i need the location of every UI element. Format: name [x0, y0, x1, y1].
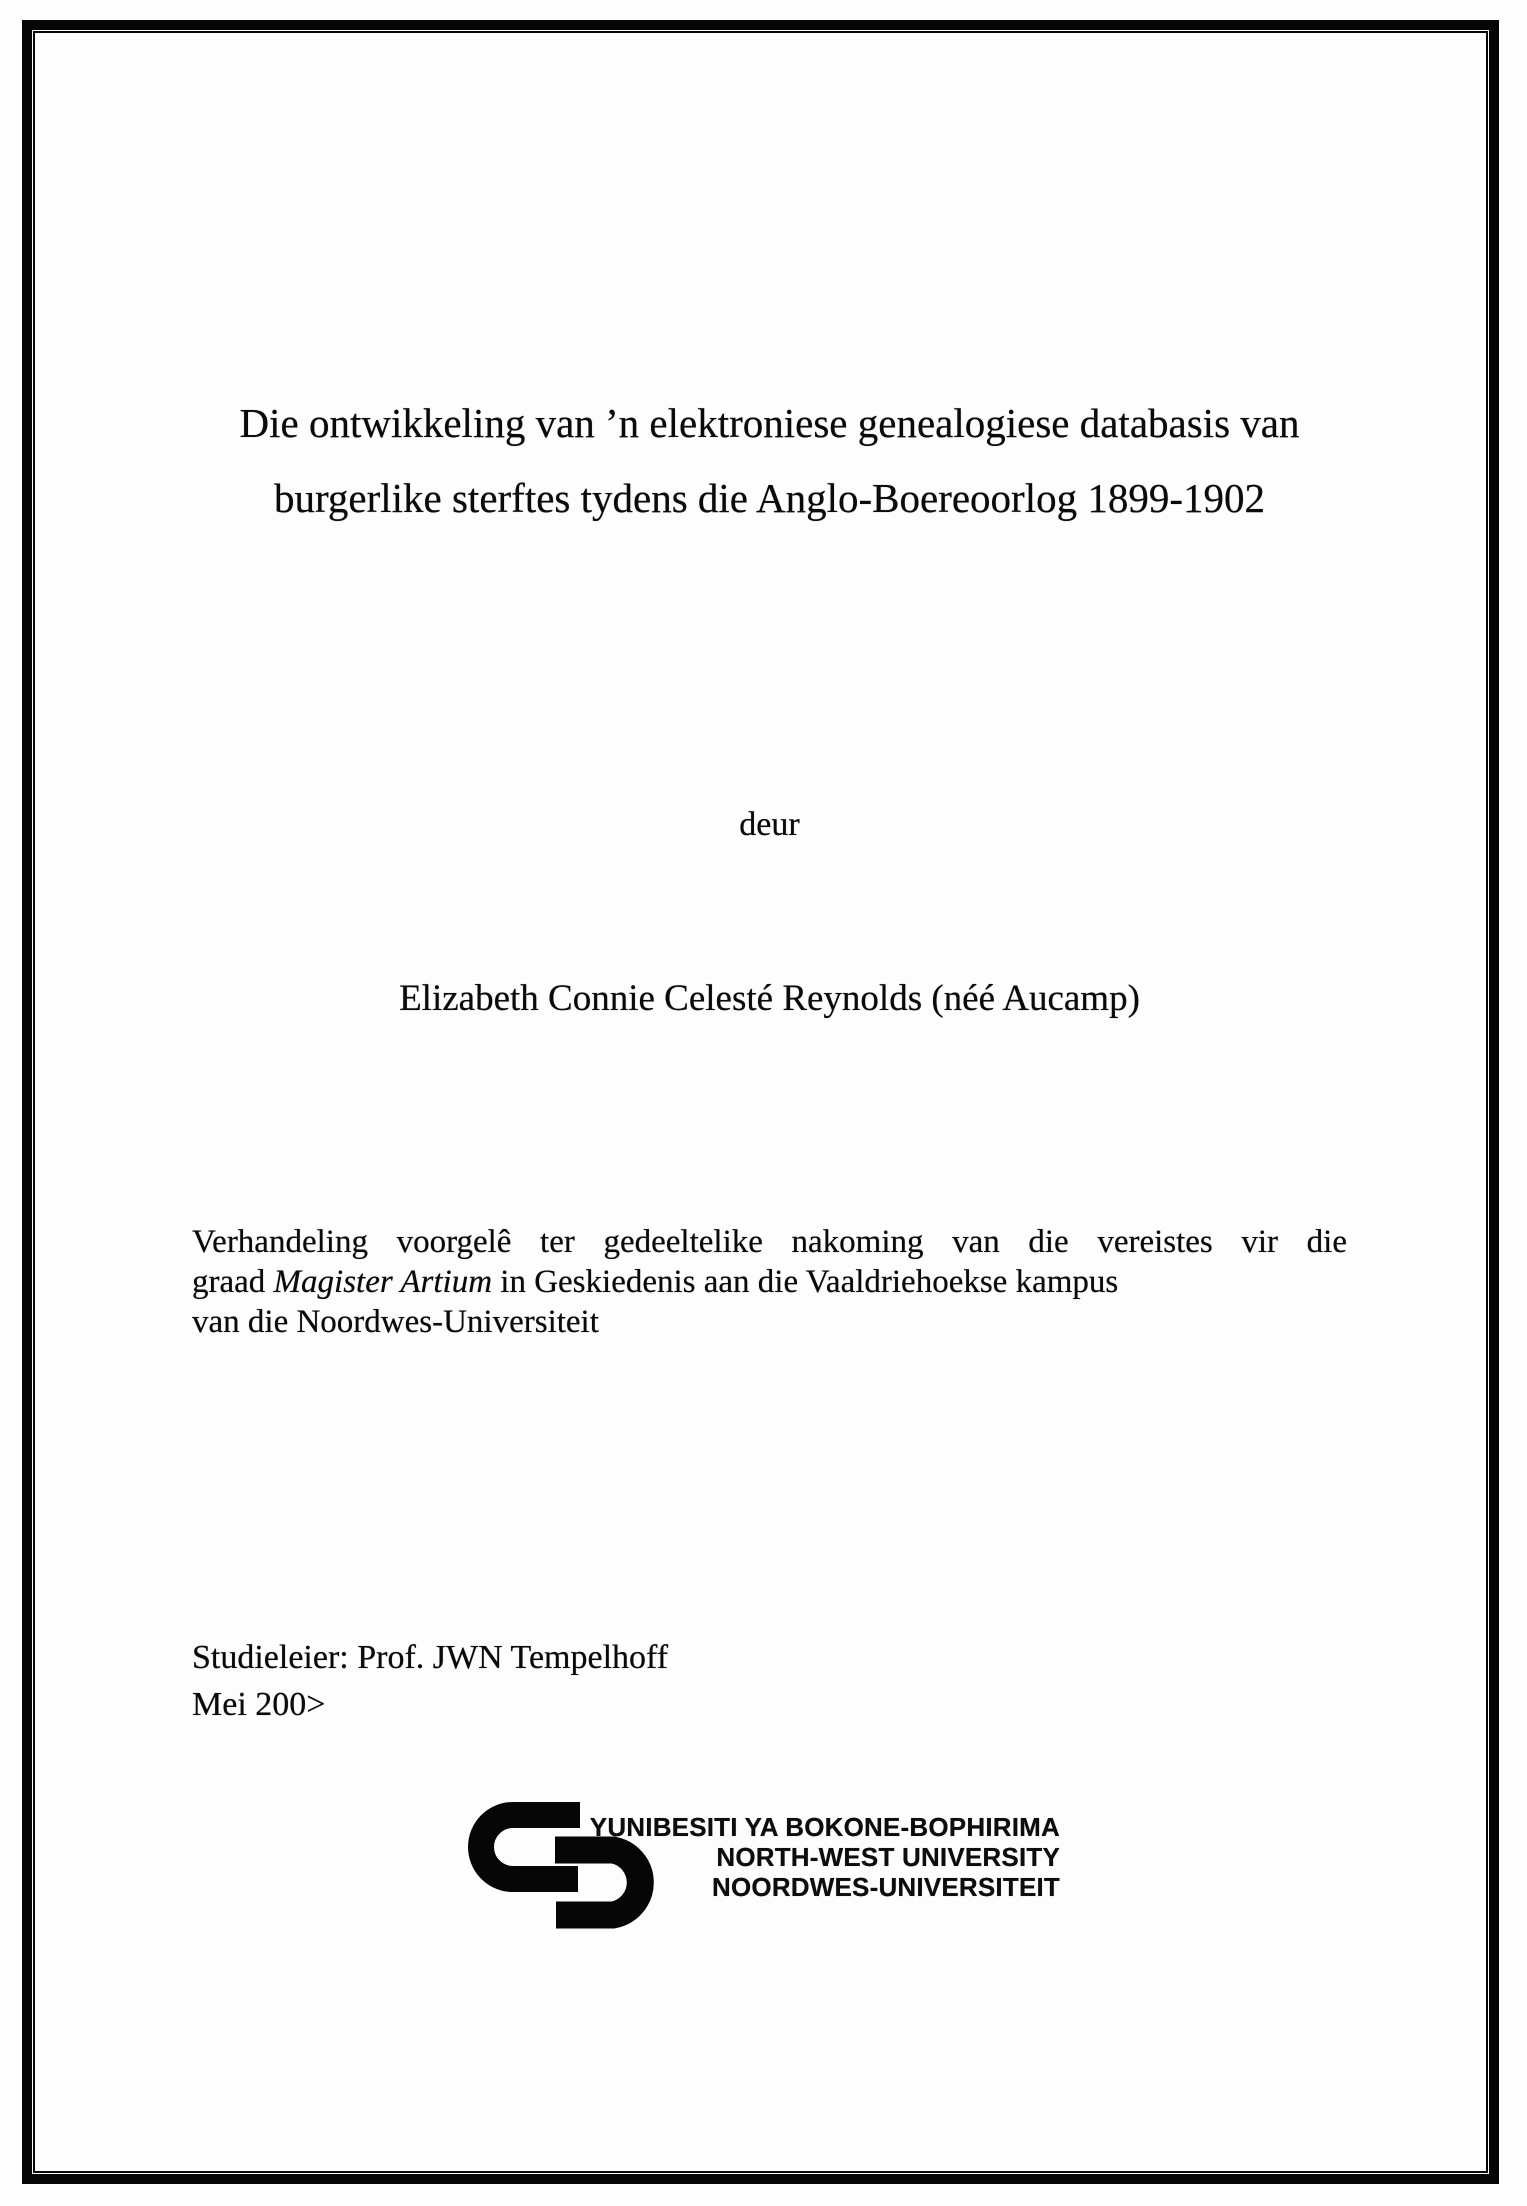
submission-statement-line-3: van die Noordwes-Universiteit: [192, 1304, 599, 1340]
thesis-title-line-2: burgerlike sterftes tydens die Anglo-Boereoorlog 1899-1902: [273, 475, 1265, 521]
thesis-title-line-1: Die ontwikkeling van ’n elektroniese genealogiese databasis van: [239, 400, 1300, 446]
submission-statement: [192, 1222, 1347, 1342]
supervisor-line: Studieleier: Prof. JWN Tempelhoff: [192, 1639, 669, 1676]
statement-line2-prefix: graad: [192, 1264, 274, 1300]
byline-deur: deur: [739, 806, 800, 843]
author-name: Elizabeth Connie Celesté Reynolds (néé Aucamp): [399, 978, 1140, 1019]
degree-name-italic: Magister Artium: [273, 1264, 493, 1300]
logo-text-english: NORTH-WEST UNIVERSITY: [716, 1842, 1060, 1872]
logo-text-setswana: YUNIBESITI YA BOKONE-BOPHIRIMA: [589, 1812, 1060, 1842]
submission-statement-line-1: Verhandeling voorgelê ter gedeeltelike nakoming van die vereistes vir die: [192, 1224, 1347, 1260]
supervisor-block: [192, 1634, 668, 1728]
logo-text-afrikaans: NOORDWES-UNIVERSITEIT: [712, 1872, 1060, 1902]
statement-line2-suffix: in Geskiedenis aan die Vaaldriehoekse kampus: [492, 1264, 1119, 1300]
university-logo-wordmark: [590, 1812, 1060, 1902]
date-line: Mei 200>: [192, 1686, 326, 1723]
submission-statement-line-2: [192, 1262, 1347, 1302]
